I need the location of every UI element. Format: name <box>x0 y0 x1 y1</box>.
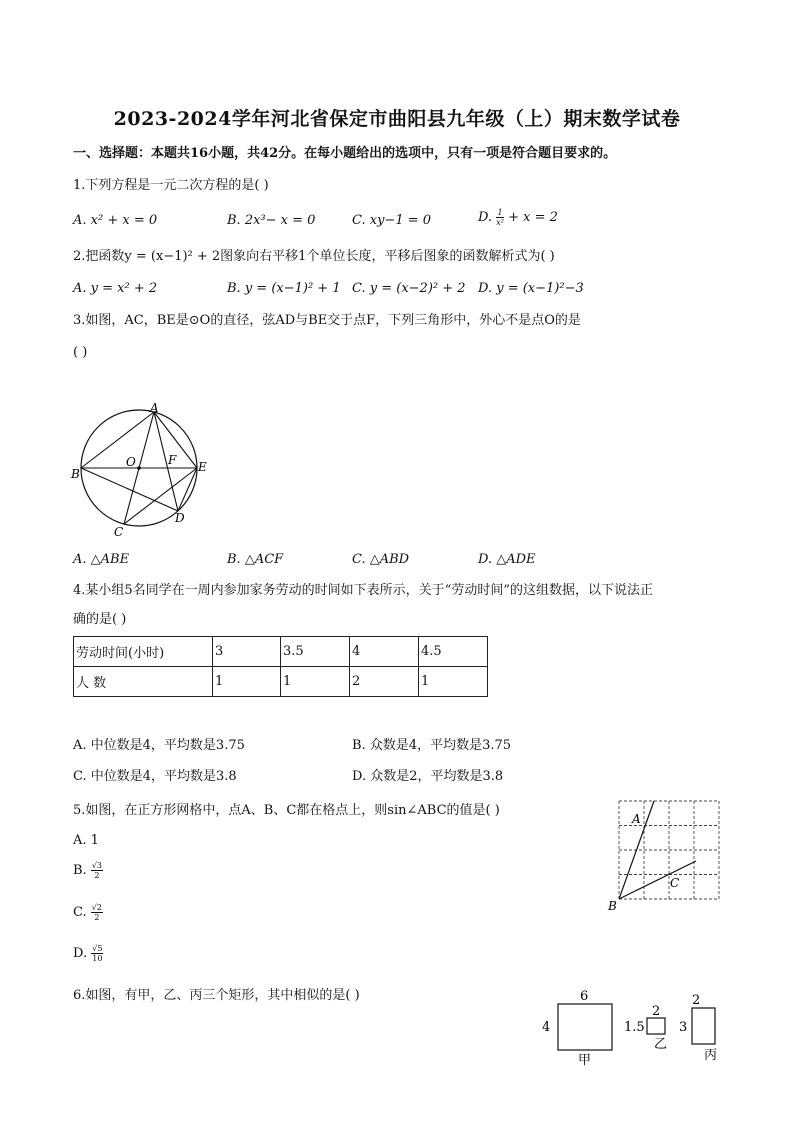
q6-rect-yi-name: 乙 <box>654 1037 668 1052</box>
q3-chord-de <box>178 468 197 511</box>
q5-option-d <box>73 944 103 963</box>
q6-stem: 6.如图，有甲，乙、丙三个矩形，其中相似的是( ) <box>73 988 360 1003</box>
table-cell: 4.5 <box>419 637 488 667</box>
q4-option-d: D. 众数是2，平均数是3.8 <box>352 769 504 784</box>
q4-stem-line2: 确的是( ) <box>73 612 127 627</box>
q5-label-c: C <box>670 876 680 890</box>
q5-option-d-denominator: 10 <box>92 954 103 963</box>
q3-label-c: C <box>114 525 124 539</box>
q6-rect-jia-top-label: 6 <box>580 989 589 1004</box>
q1-stem: 1.下列方程是一元二次方程的是( ) <box>73 178 269 193</box>
q2-stem: 2.把函数y = (x−1)² + 2图象向右平移1个单位长度，平移后图象的函数解析式为( ) <box>73 249 555 264</box>
q3-paren: ( ) <box>73 345 88 360</box>
q1-option-c: C. xy−1 = 0 <box>352 213 432 228</box>
q3-label-f: F <box>168 453 177 467</box>
q6-rect-yi <box>647 1018 665 1034</box>
q4-option-c: C. 中位数是4，平均数是3.8 <box>73 769 237 784</box>
page-title: 2023-2024学年河北省保定市曲阳县九年级（上）期末数学试卷 <box>113 108 681 130</box>
q5-option-c-denominator: 2 <box>94 913 100 922</box>
q6-rect-bing <box>692 1008 715 1044</box>
q1-option-a: A. x² + x = 0 <box>73 213 158 228</box>
q6-rect-bing-top-label: 2 <box>692 993 701 1008</box>
q6-rect-yi-top-label: 2 <box>652 1004 661 1019</box>
q5-option-c-prefix: C. <box>73 905 87 920</box>
q3-option-d: D. △ADE <box>478 552 536 567</box>
q1-option-d-rest: + x = 2 <box>503 210 558 225</box>
q2-option-a: A. y = x² + 2 <box>73 281 158 296</box>
q3-label-e: E <box>198 460 207 474</box>
q6-rect-yi-left-label: 1.5 <box>624 1020 645 1035</box>
q4-option-a: A. 中位数是4，平均数是3.75 <box>73 738 245 753</box>
q5-option-c-fraction <box>91 903 103 922</box>
q3-stem: 3.如图，AC，BE是⊙O的直径，弦AD与BE交于点F，下列三角形中，外心不是点O的是 <box>73 313 581 328</box>
table-cell: 1 <box>281 667 350 697</box>
q5-option-a: A. 1 <box>73 833 99 848</box>
q3-chord-ce <box>124 468 197 524</box>
table-row <box>74 637 488 667</box>
table-row <box>74 667 488 697</box>
q5-option-b-fraction <box>91 861 103 880</box>
q4-option-b: B. 众数是4，平均数是3.75 <box>352 738 512 753</box>
q5-label-b: B <box>608 899 617 913</box>
q3-label-b: B <box>71 467 80 481</box>
q2-option-b: B. y = (x−1)² + 1 <box>227 281 341 296</box>
table-cell: 3 <box>213 637 281 667</box>
q5-option-c <box>73 903 103 922</box>
q3-option-b: B. △ACF <box>227 552 284 567</box>
q5-label-a: A <box>632 812 641 826</box>
q1-option-d-numerator: 1 <box>497 208 503 217</box>
q3-option-a: A. △ABE <box>73 552 130 567</box>
q5-option-b <box>73 861 103 880</box>
table-cell: 人 数 <box>74 667 213 697</box>
q5-option-d-fraction <box>91 944 103 963</box>
q3-center-point <box>137 466 141 470</box>
q3-option-c: C. △ABD <box>352 552 410 567</box>
q5-option-d-prefix: D. <box>73 946 88 961</box>
q1-option-d-fraction <box>496 208 504 227</box>
table-cell: 劳动时间(小时) <box>74 637 213 667</box>
q6-rect-bing-left-label: 3 <box>679 1020 688 1035</box>
q5-option-c-numerator: √2 <box>91 903 102 912</box>
table-cell: 1 <box>213 667 281 697</box>
q1-option-b: B. 2x³− x = 0 <box>227 213 316 228</box>
q2-option-d: D. y = (x−1)²−3 <box>478 281 584 296</box>
q6-rect-jia-left-label: 4 <box>542 1020 551 1035</box>
q6-rect-jia-name: 甲 <box>578 1053 592 1068</box>
q6-rectangles-figure <box>538 986 728 1068</box>
table-cell: 3.5 <box>281 637 350 667</box>
q6-rect-jia <box>558 1004 612 1050</box>
q5-option-b-denominator: 2 <box>94 871 100 880</box>
q1-option-d-prefix: D. <box>478 210 493 225</box>
q5-grid-figure <box>604 797 724 917</box>
q5-option-b-prefix: B. <box>73 863 87 878</box>
q1-option-d <box>478 208 558 227</box>
q5-option-b-numerator: √3 <box>91 861 103 870</box>
table-cell: 1 <box>419 667 488 697</box>
q5-option-d-numerator: √5 <box>92 944 103 953</box>
q6-rect-bing-name: 丙 <box>704 1048 718 1063</box>
q5-stem: 5.如图，在正方形网格中，点A、B、C都在格点上，则sin∠ABC的值是( ) <box>73 803 500 818</box>
table-cell: 4 <box>350 637 419 667</box>
table-cell: 2 <box>350 667 419 697</box>
section-heading: 一、选择题：本题共16小题，共42分。在每小题给出的选项中，只有一项是符合题目要求的。 <box>73 146 617 161</box>
q2-option-c: C. y = (x−2)² + 2 <box>352 281 466 296</box>
q3-circle-figure <box>70 400 220 542</box>
q1-option-d-denominator: x² <box>496 218 504 227</box>
q3-label-a: A <box>150 401 159 415</box>
q4-data-table <box>73 636 488 697</box>
q3-label-o: O <box>126 455 136 469</box>
q3-chord-ab <box>81 412 154 468</box>
q4-stem-line1: 4.某小组5名同学在一周内参加家务劳动的时间如下表所示，关于“劳动时间”的这组数据，以下说法正 <box>73 583 653 598</box>
q3-label-d: D <box>175 511 185 525</box>
